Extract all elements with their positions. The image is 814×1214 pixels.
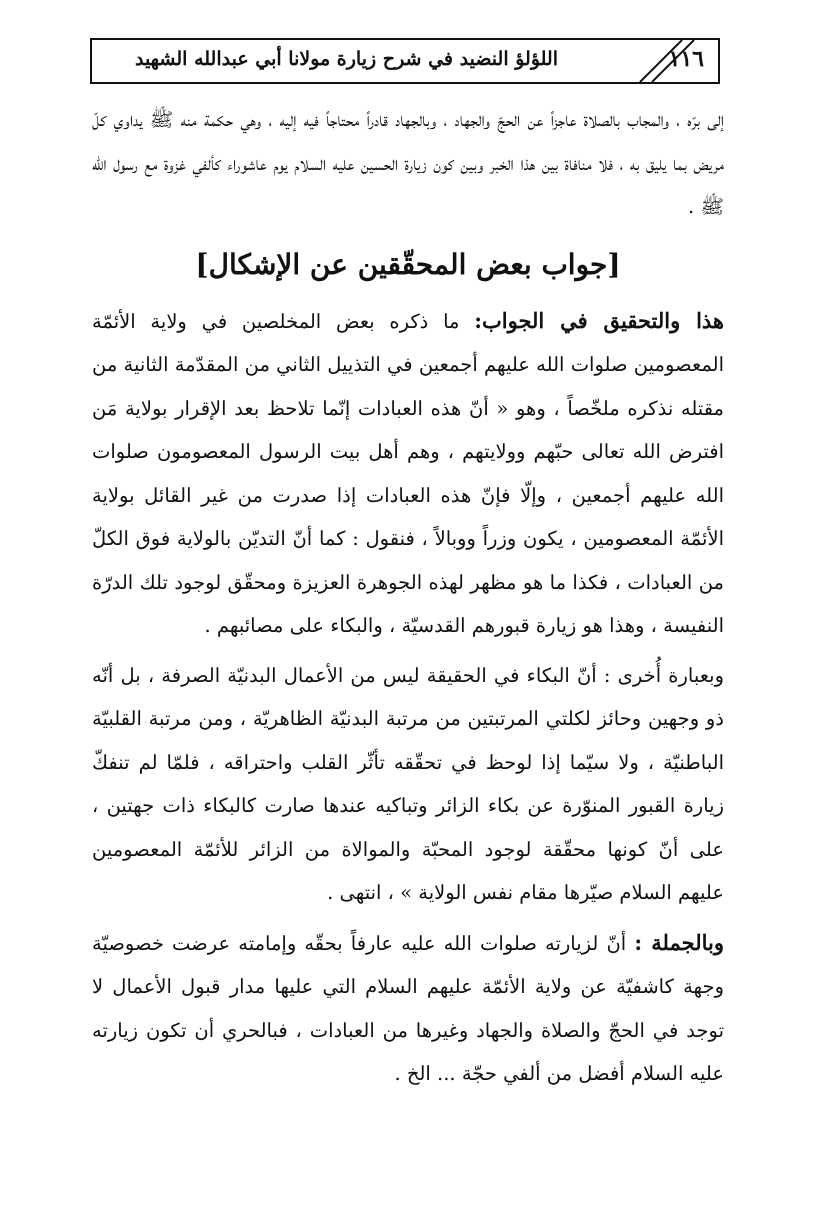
paragraph-4 [92,921,724,1096]
paragraph-4-text: أنّ لزيارته صلوات الله عليه عارفاً بحقّه وإمامته عرضت خصوصيّة وجهة كاشفيّة عن ولاية الأئمّة عليهم السلام التي عليها مدار قبول الأعمال لا توجد في الحجّ والصلاة والجهاد وغيرها من العبادات ، فبالحري أن تكون زيارته عليه السلام أفضل من ألفي حجّة ... الخ . [92,931,724,1085]
running-title: اللؤلؤ النضيد في شرح زيارة مولانا أبي عبدالله الشهيد [134,48,558,70]
paragraph-2-text: ما ذكره بعض المخلصين في ولاية الأئمّة المعصومين صلوات الله عليهم أجمعين في التذييل الثاني من المقدّمة الثانية من مقتله نذكره ملخّصاً ، وهو « أنّ هذه العبادات إنّما تلاحظ بعد الإقرار بولاية مَن افترض الله تعالى حبّهم وولايتهم ، وهم أهل بيت الرسول المعصومون صلوات الله عليهم أجمعين ، وإلّا فإنّ هذه العبادات إذا صدرت من غير القائل بولاية الأئمّة المعصومين ، يكون وزراً ووبالاً ، فنقول : كما أنّ التديّن بالولاية فوق الكلّ من العبادات ، فكذا ما هو مظهر لهذه الجوهرة العزيزة ومحقّق لوجود تلك الدرّة النفيسة ، وهذا هو زيارة قبورهم القدسيّة ، والبكاء على مصائبهم . [92,309,724,637]
section-heading: [جواب بعض المحقّقين عن الإشكال] [195,247,621,281]
paragraph-4-lead: وبالجملة : [634,929,724,955]
page-number: ١١٦ [668,46,704,72]
page-body [92,98,724,1096]
paragraph-2 [92,299,724,648]
paragraph-2-lead: هذا والتحقيق في الجواب: [474,307,724,333]
running-header [90,38,720,84]
paragraph-1: إلى برّه ، والمجاب بالصلاة عاجزاً عن الحجّ والجهاد ، وبالجهاد قادراً محتاجاً فيه إليه ، وهي حكمة منه ﷺ يداوي كلّ مريض بما يليق به ، فلا منافاة بين هذا الخبر وبين كون زيارة الحسين عليه السلام يوم عاشوراء كألفي غزوة مع رسول الله ﷺ . [92,108,724,218]
paragraph-3: وبعبارة أُخرى : أنّ البكاء في الحقيقة ليس من الأعمال البدنيّة الصرفة ، بل أنّه ذو وجهين وحائز لكلتي المرتبتين من مرتبة البدنيّة الظاهريّة ، ومن مرتبة القلبيّة الباطنيّة ، ولا سيّما إذا لوحظ في تحقّقه تأثّر القلب واحتراقه ، فلمّا لم تنفكّ زيارة القبور المنوّرة عن بكاء الزائر وتباكيه عندها صارت كالبكاء ذات جهتين ، على أنّ كونها محقّقة لوجود المحبّة والموالاة من الزائر للأئمّة المعصومين عليهم السلام صيّرها مقام نفس الولاية » ، انتهى . [92,663,724,904]
